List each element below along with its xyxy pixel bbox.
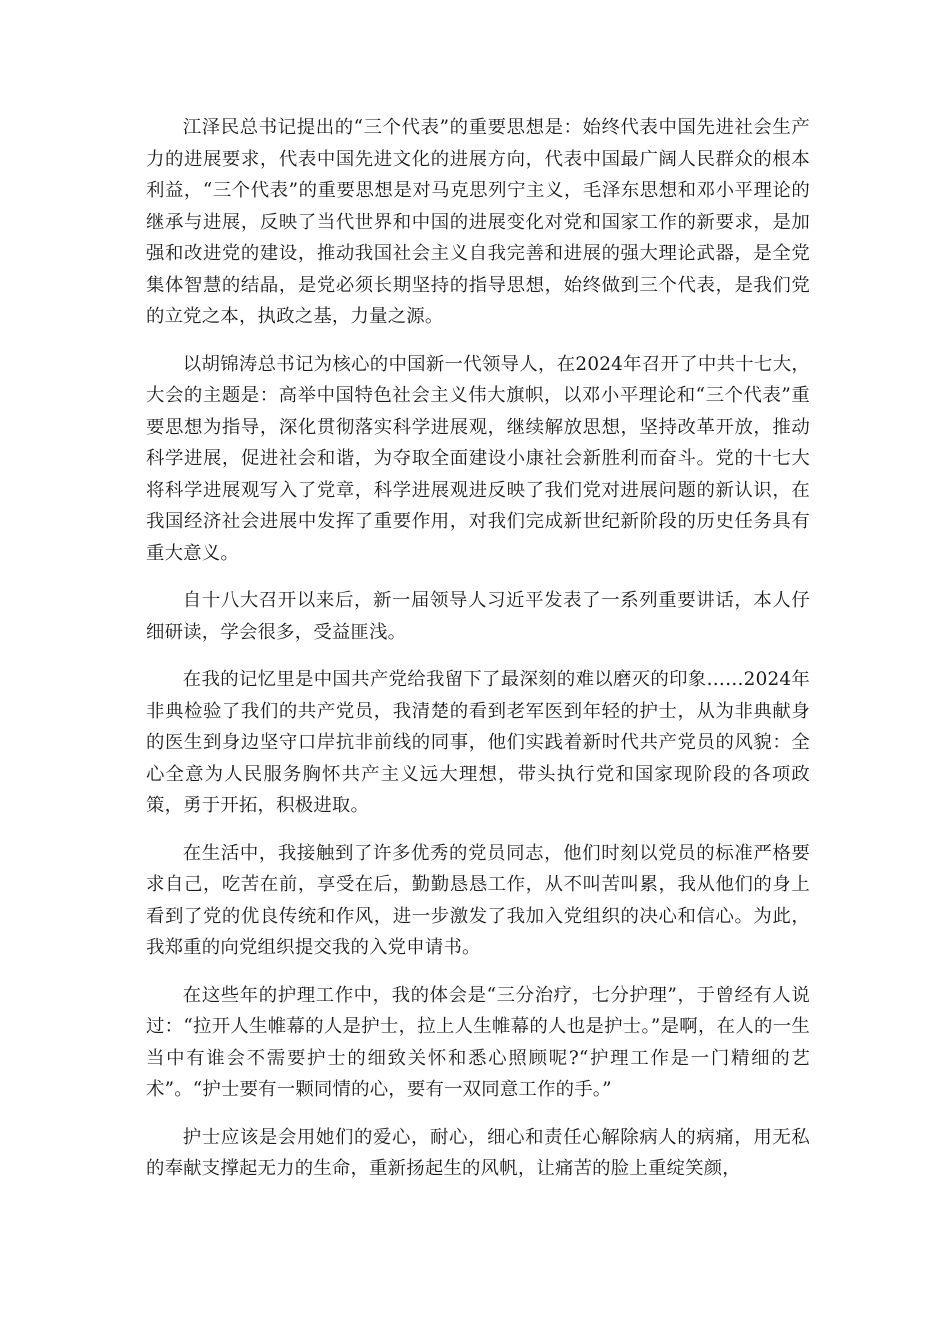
paragraph-4: 在我的记忆里是中国共产党给我留下了最深刻的难以磨灭的印象……2024年非典检验了我们的共产党员，我清楚的看到老军医到年轻的护士，从为非典献身的医生到身边坚守口岸抗非前线的同事，他们实践着新时代共产党员的风貌：全心全意为人民服务胸怀共产主义远大理想，带头执行党和国家现阶段的各项政策，勇于开拓，积极进取。 bbox=[146, 669, 810, 816]
paragraph-2: 以胡锦涛总书记为核心的中国新一代领导人，在2024年召开了中共十七大，大会的主题是：高举中国特色社会主义伟大旗帜，以邓小平理论和“三个代表”重要思想为指导，深化贯彻落实科学进展观，继续解放思想，坚持改革开放，推动科学进展，促进社会和谐，为夺取全面建设小康社会新胜利而奋斗。党的十七大将科学进展观写入了党章，科学进展观进反映了我们党对进展问题的新认识，在我国经济社会进展中发挥了重要作用，对我们完成新世纪新阶段的历史任务具有重大意义。 bbox=[146, 353, 810, 564]
paragraph-6: 在这些年的护理工作中，我的体会是“三分治疗，七分护理”，于曾经有人说过：“拉开人生帷幕的人是护士，拉上人生帷幕的人也是护士。”是啊，在人的一生当中有谁会不需要护士的细致关怀和悉心照顾呢?“护理工作是一门精细的艺术”。“护士要有一颗同情的心，要有一双同意工作的手。” bbox=[146, 984, 810, 1100]
paragraph-7: 护士应该是会用她们的爱心，耐心，细心和责任心解除病人的病痛，用无私的奉献支撑起无力的生命，重新扬起生的风帆，让痛苦的脸上重绽笑颜， bbox=[146, 1126, 810, 1179]
paragraph-3: 自十八大召开以来后，新一届领导人习近平发表了一系列重要讲话，本人仔细研读，学会很多，受益匪浅。 bbox=[146, 590, 810, 643]
paragraph-1: 江泽民总书记提出的“三个代表”的重要思想是：始终代表中国先进社会生产力的进展要求，代表中国先进文化的进展方向，代表中国最广阔人民群众的根本利益，“三个代表”的重要思想是对马克思列宁主义，毛泽东思想和邓小平理论的继承与进展，反映了当代世界和中国的进展变化对党和国家工作的新要求，是加强和改进党的建设，推动我国社会主义自我完善和进展的强大理论武器，是全党集体智慧的结晶，是党必须长期坚持的指导思想，始终做到三个代表，是我们党的立党之本，执政之基，力量之源。 bbox=[146, 117, 810, 327]
document-page bbox=[146, 112, 810, 1201]
paragraph-5: 在生活中，我接触到了许多优秀的党员同志，他们时刻以党员的标准严格要求自己，吃苦在前，享受在后，勤勤恳恳工作，从不叫苦叫累，我从他们的身上看到了党的优良传统和作风，进一步激发了我加入党组织的决心和信心。为此，我郑重的向党组织提交我的入党申请书。 bbox=[146, 842, 810, 958]
